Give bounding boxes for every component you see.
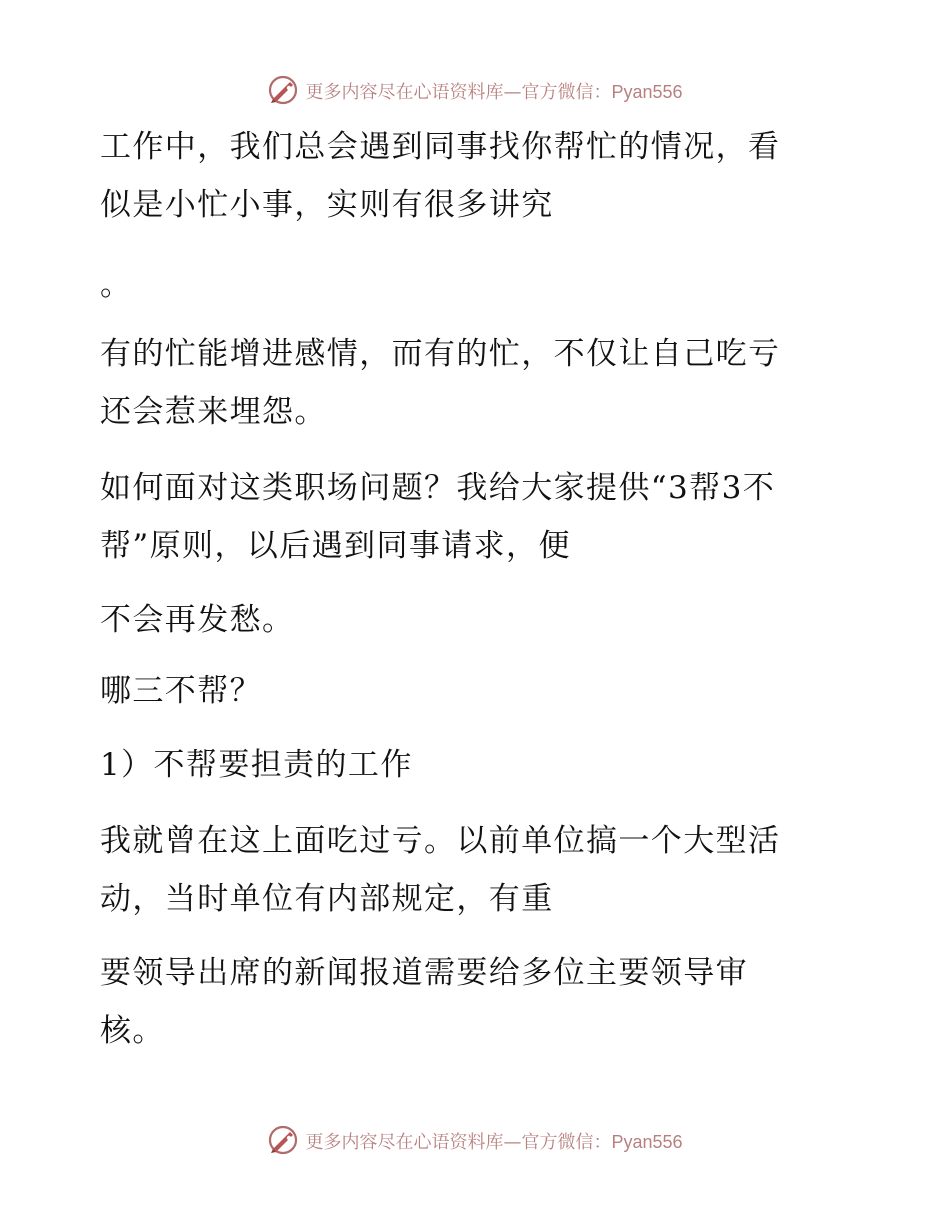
pen-logo-icon [267,1124,299,1156]
paragraph-line: 哪三不帮？ [100,673,262,709]
watermark-dash: — [503,82,522,103]
paragraph-line: 似是小忙小事，实则有很多讲究 [100,187,554,223]
paragraph-line: 如何面对这类职场问题？我给大家提供“3帮3不 [100,470,776,506]
paragraph-8 [100,812,840,928]
paragraph-line: 。 [100,267,133,303]
paragraph-line: 要领导出席的新闻报道需要给多位主要领导审 [100,955,748,991]
paragraph-5 [100,591,840,649]
paragraph-3 [100,325,840,441]
footer-watermark [0,1121,950,1161]
paragraph-line: 1）不帮要担责的工作 [100,747,413,783]
watermark-prefix: 更多内容尽在心语资料库 [305,1132,504,1153]
watermark-official: 官方微信： [521,82,612,103]
paragraph-2 [100,256,840,314]
watermark-id: Pyan556 [611,82,683,102]
paragraph-line: 核。 [100,1013,165,1049]
paragraph-line: 不会再发愁。 [100,602,295,638]
paragraph-line: 还会惹来埋怨。 [100,394,327,430]
paragraph-6 [100,662,840,720]
watermark-dash: — [503,1132,522,1153]
watermark-prefix: 更多内容尽在心语资料库 [305,82,504,103]
paragraph-1 [100,118,840,234]
watermark-id: Pyan556 [611,1132,683,1152]
watermark-text [305,1128,682,1154]
paragraph-4 [100,459,840,575]
paragraph-line: 我就曾在这上面吃过亏。以前单位搞一个大型活 [100,823,781,859]
paragraph-line: 工作中，我们总会遇到同事找你帮忙的情况，看 [100,129,781,165]
paragraph-9 [100,944,840,1060]
paragraph-7 [100,736,840,794]
paragraph-line: 帮”原则，以后遇到同事请求，便 [100,528,571,564]
paragraph-line: 动，当时单位有内部规定，有重 [100,881,554,917]
watermark-official: 官方微信： [521,1132,612,1153]
paragraph-line: 有的忙能增进感情，而有的忙，不仅让自己吃亏 [100,336,781,372]
